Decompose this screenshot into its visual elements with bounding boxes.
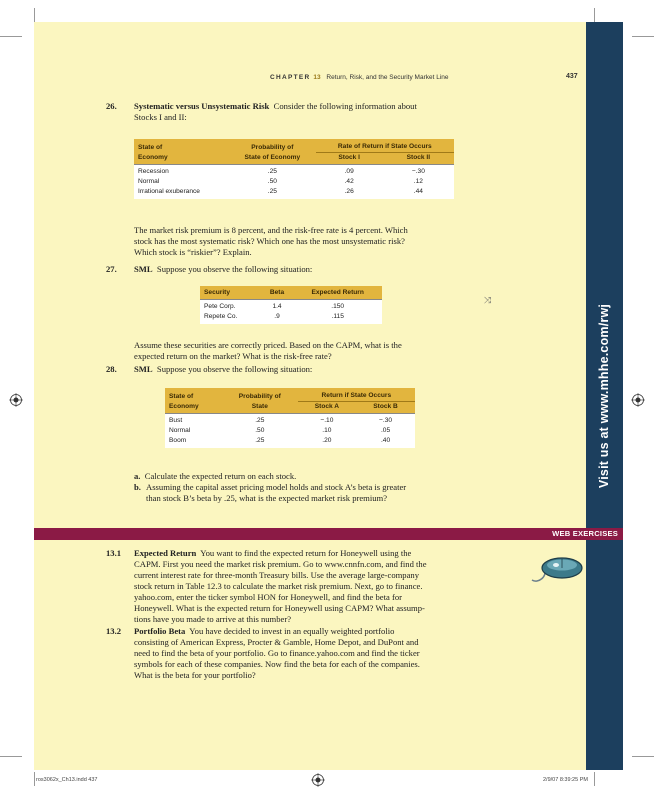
sidebar-url-text: Visit us at www.mhhe.com/rwj — [597, 303, 611, 489]
question-title: SML — [134, 364, 153, 374]
table-row — [134, 187, 454, 199]
table-cell: .09 — [344, 168, 354, 175]
question-28-intro — [134, 364, 584, 375]
chapter-label: CHAPTER — [270, 74, 311, 81]
table-row — [200, 300, 382, 313]
table-cell: .50 — [255, 427, 265, 434]
question-text: Suppose you observe the following situation: — [156, 264, 313, 274]
crop-mark — [632, 756, 654, 757]
crop-mark — [594, 8, 595, 22]
table-cell: −.30 — [379, 417, 393, 424]
table-group-header: Rate of Return if State Occurs — [316, 139, 454, 153]
table-cell: .150 — [331, 303, 345, 310]
table-cell: .05 — [380, 427, 391, 434]
registration-mark-icon — [9, 393, 23, 407]
table-cell: .25 — [267, 168, 277, 175]
table-cell: .12 — [413, 178, 423, 185]
registration-mark-icon — [631, 393, 645, 407]
table-cell: .9 — [274, 313, 280, 320]
table-cell: .20 — [322, 437, 332, 444]
crop-mark — [594, 772, 595, 786]
question-text: Stocks I and II: — [134, 112, 187, 122]
running-header — [270, 74, 449, 81]
table-header: Stock I — [316, 153, 383, 165]
table-cell: Normal — [169, 427, 191, 434]
web-exercises-title: WEB EXERCISES — [552, 529, 618, 538]
question-text: The market risk premium is 8 percent, and the risk-free rate is 4 percent. Which — [134, 225, 408, 235]
footer-timestamp: 2/9/07 8:39:25 PM — [543, 777, 588, 783]
table-row — [165, 414, 415, 427]
crop-mark — [632, 36, 654, 37]
question-26-intro — [134, 101, 584, 123]
question-title: SML — [134, 264, 153, 274]
table-cell: −.10 — [320, 417, 334, 424]
question-27-body — [134, 340, 584, 362]
table-header: Stock II — [383, 153, 454, 165]
footer-file-info: ros3062x_Ch13.indd 437 — [36, 777, 98, 783]
table-cell: .115 — [331, 313, 344, 320]
table-cell: .44 — [413, 188, 423, 195]
exercise-number: 13.2 — [106, 626, 122, 636]
table-cell: .10 — [322, 427, 332, 434]
table-header: Beta — [261, 286, 294, 300]
table-header: Stock A — [298, 402, 356, 414]
table-header: State of Economy — [134, 139, 229, 165]
table-cell: Repete Co. — [204, 313, 238, 320]
table-header: Security — [200, 286, 261, 300]
exercise-number: 13.1 — [106, 548, 122, 558]
chapter-number: 13 — [313, 74, 321, 81]
part-b: b. Assuming the capital asset pricing model holds and stock A’s beta is greater than stock B’s beta by .25, what is the expected market risk premium? — [134, 482, 407, 503]
crop-mark — [0, 756, 22, 757]
crop-mark — [34, 8, 35, 22]
exercise-title: Portfolio Beta — [134, 626, 186, 636]
crop-mark — [0, 36, 22, 37]
table-cell: .50 — [267, 178, 277, 185]
table-cell: .25 — [255, 437, 265, 444]
table-header: Stock B — [356, 402, 415, 414]
question-text: Assume these securities are correctly priced. Based on the CAPM, what is the — [134, 340, 402, 350]
table-header: Probability of State of Economy — [229, 139, 316, 165]
question-number: 26. — [106, 101, 117, 111]
question-27-intro — [134, 264, 584, 275]
question-text: stock has the most systematic risk? Which one has the most unsystematic risk? — [134, 236, 405, 246]
page-number: 437 — [566, 73, 578, 80]
table-row — [134, 177, 454, 187]
table-cell: Bust — [169, 417, 183, 424]
web-exercises-bar — [34, 528, 623, 540]
table-cell: .26 — [344, 188, 354, 195]
question-text: Consider the following information about — [273, 101, 417, 111]
question-number: 27. — [106, 264, 117, 274]
table-cell: 1.4 — [272, 303, 282, 310]
stocks-table — [134, 139, 454, 199]
state-returns-table — [165, 388, 415, 448]
chapter-title: Return, Risk, and the Security Market Line — [326, 74, 449, 81]
exercise-13-2: Portfolio Beta You have decided to invest in an equally weighted portfolio consisting of American Express, Procter & Gamble, Home Depot, and DuPont and need to find the beta of your portfolio. Go to finance.yahoo.com and find the ticker symbols for each of these companies. Now find the beta for each of the companies. What is the beta for your portfolio? — [134, 626, 420, 680]
part-a: a. Calculate the expected return on each stock. — [134, 471, 297, 481]
table-cell: −.30 — [411, 168, 425, 175]
securities-table — [200, 286, 382, 324]
table-cell: Recession — [138, 168, 169, 175]
table-row — [165, 426, 415, 436]
table-cell: Normal — [138, 178, 160, 185]
table-row — [165, 436, 415, 448]
question-title: Systematic versus Unsystematic Risk — [134, 101, 270, 111]
table-group-header: Return if State Occurs — [298, 388, 415, 402]
table-cell: Boom — [169, 437, 187, 444]
question-text: Suppose you observe the following situation: — [156, 364, 313, 374]
table-cell: .25 — [267, 188, 277, 195]
table-cell: .25 — [255, 417, 265, 424]
exercise-title: Expected Return — [134, 548, 197, 558]
exercise-13-1: Expected Return You want to find the expected return for Honeywell using the CAPM. First you need the market risk premium. Go to www.cnnfn.com, and find the current interest rate for three-month Treasury bills. Use the average large-company stock return in Table 12.3 to calculate the market risk premium. Next, go to finance. yahoo.com, enter the ticker symbol HON for Honeywell, and find the beta for Honeywell. What is the expected return for Honeywell using CAPM? What assump- tions have you made to arrive at this number? — [134, 548, 427, 624]
table-header: State of Economy — [165, 388, 222, 414]
table-header: Probability of State — [222, 388, 298, 414]
registration-mark-icon — [311, 773, 325, 787]
table-row — [134, 165, 454, 178]
table-cell: Pete Corp. — [204, 303, 236, 310]
crop-mark — [34, 772, 35, 786]
table-cell: Irrational exuberance — [138, 188, 200, 195]
table-header: Expected Return — [293, 286, 382, 300]
question-26-body — [134, 225, 584, 258]
question-text: expected return on the market? What is the risk-free rate? — [134, 351, 332, 361]
question-number: 28. — [106, 364, 117, 374]
question-28-parts — [134, 471, 584, 504]
table-cell: .40 — [380, 437, 391, 444]
mouse-cursor-icon: ⤨ — [484, 296, 492, 306]
table-row — [200, 312, 382, 324]
table-cell: .42 — [344, 178, 354, 185]
question-text: Which stock is “riskier”? Explain. — [134, 247, 252, 257]
